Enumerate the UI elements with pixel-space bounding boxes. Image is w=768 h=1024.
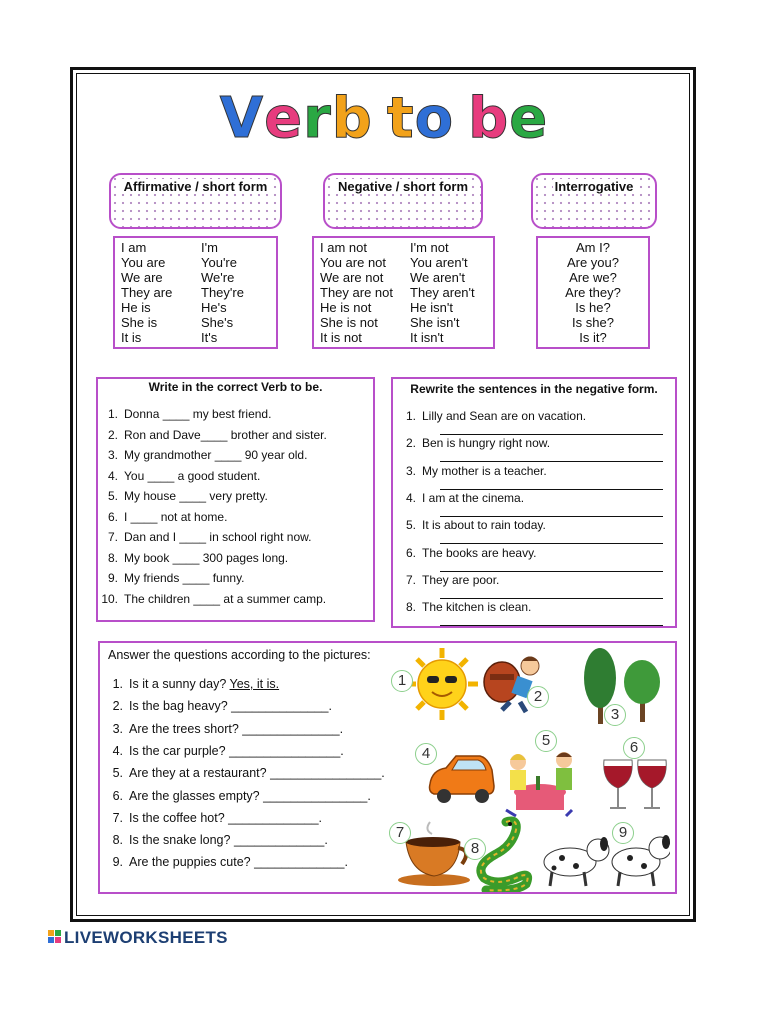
exercise1-item-number: 4. [107,468,118,483]
exercise2-answer-line[interactable] [440,461,663,462]
exercise3-item-number: 5. [112,766,123,781]
exercise3-item-number: 6. [112,788,123,803]
exercise2-item [396,573,499,587]
title-letter: b [468,86,510,151]
picture-number-3: 3 [604,704,626,726]
interrogative-form: Are they? [565,285,621,300]
restaurant-couple-icon [506,752,572,816]
exercise1-item-number: 8. [107,550,118,565]
exercise3-answer[interactable]: _____________. [228,810,323,825]
liveworksheets-logo [48,928,228,948]
interrogative-form: Is she? [572,315,614,330]
exercise3-answer[interactable]: ________________. [229,743,344,758]
affirmative-long-form: You are [121,255,166,270]
picture-number-6: 6 [623,737,645,759]
affirmative-table [113,236,278,349]
exercise2-item-number: 4. [405,490,416,505]
exercise2-answer-line[interactable] [440,434,663,435]
orange-car-icon [430,756,495,803]
pictures-panel [380,648,670,892]
affirmative-long-form: She is [121,315,158,330]
exercise2-answer-line[interactable] [440,543,663,544]
affirmative-long-form: We are [121,270,163,285]
exercise1-item [98,489,268,503]
exercise3-item-number: 9. [112,855,123,870]
exercise3-answer[interactable]: ________________. [270,766,385,781]
affirmative-short-form: I'm [201,240,218,255]
exercise1-item [98,428,327,442]
exercise3-item [103,744,344,758]
exercise1-item-number: 3. [107,448,118,462]
exercise2-item [396,518,546,532]
exercise1-item-number: 2. [107,427,118,442]
exercise3-question: Is the bag heavy? [129,699,228,714]
negative-short-form: She isn't [410,315,460,330]
exercise2-answer-line[interactable] [440,516,663,517]
negative-short-column [410,240,475,345]
exercise1-item [98,448,307,462]
exercise2-item-number: 3. [405,463,416,478]
title-letter: b [331,86,373,151]
negative-header: Negative / short form [337,179,469,194]
negative-long-form: You are not [320,255,387,270]
exercise2-item-number: 5. [405,518,416,533]
exercise1-item-number: 7. [107,530,118,544]
dalmatian-puppies-icon [544,835,670,886]
title-letter [454,86,468,151]
interrogative-header: Interrogative [554,179,634,194]
affirmative-header-box [109,173,282,229]
exercise3-item-number: 1. [112,677,123,691]
negative-short-form: I'm not [410,240,449,255]
exercise3-question: Is the snake long? [129,833,231,848]
exercise2-item-text: I am at the cinema. [422,490,525,505]
full-wine-glasses-icon [604,760,666,808]
picture-number-1: 1 [391,670,413,692]
exercise2-item-text: The books are heavy. [422,545,537,560]
exercise2-item [396,436,550,450]
worksheet-title [0,86,768,151]
picture-number-8: 8 [464,838,486,860]
exercise3-answer[interactable]: Yes, it is. [229,677,280,691]
title-letter: r [303,86,332,151]
interrogative-table [536,236,650,349]
exercise1-item-number: 9. [107,571,118,585]
exercise3-answer[interactable]: _____________. [254,855,348,870]
affirmative-short-column [201,240,244,345]
negative-table [312,236,495,349]
exercise2-item-text: Lilly and Sean are on vacation. [422,409,587,423]
affirmative-long-form: It is [121,330,142,345]
exercise3-item [103,855,348,869]
interrogative-column [538,240,648,345]
exercise1-item-text[interactable]: My book ____ 300 pages long. [124,550,289,565]
exercise3-item [103,699,332,713]
negative-long-form: I am not [320,240,367,255]
picture-number-5: 5 [535,730,557,752]
exercise1-item [98,469,260,483]
exercise2-item-text: It is about to rain today. [422,518,546,533]
exercise2-item-text: My mother is a teacher. [422,463,547,478]
exercise1-item [98,407,271,421]
exercise1-item-number: 10. [101,591,118,606]
exercise3-item [103,811,322,825]
title-letter: o [414,86,455,151]
exercise3-item-number: 2. [112,699,123,714]
affirmative-short-form: We're [201,270,235,285]
exercise2-answer-line[interactable] [440,489,663,490]
exercise3-question: Is the coffee hot? [129,810,225,825]
picture-number-9: 9 [612,822,634,844]
exercise1-title: Write in the correct Verb to be. [148,380,323,394]
affirmative-short-form: They're [201,285,244,300]
affirmative-header: Affirmative / short form [123,179,268,194]
title-letter: e [509,86,549,151]
exercise2-item-number: 6. [405,545,416,560]
exercise1-item [98,592,326,606]
exercise2-answer-line[interactable] [440,571,663,572]
affirmative-long-form: I am [121,240,147,255]
exercise2-item-number: 2. [405,436,416,451]
title-letter: V [219,86,265,151]
picture-number-7: 7 [389,822,411,844]
exercise1-item-text[interactable]: The children ____ at a summer camp. [124,591,327,606]
exercise1-item [98,571,245,585]
exercise3-answer[interactable]: _______________. [263,788,371,803]
exercise2-item-text: Ben is hungry right now. [422,436,551,451]
exercise3-question: Are they at a restaurant? [129,766,267,781]
exercise1-item-text[interactable]: I ____ not at home. [124,509,228,524]
exercise3-item [103,722,343,736]
liveworksheets-logo-icon [48,930,62,944]
snake-icon [481,821,528,890]
negative-short-form: We aren't [410,270,465,285]
interrogative-form: Are you? [566,255,620,270]
negative-short-form: It isn't [410,330,444,345]
exercise1-item-number: 5. [107,489,118,503]
exercise1-item-number: 1. [107,407,118,421]
affirmative-long-form: He is [121,300,151,315]
affirmative-short-form: It's [201,330,218,345]
negative-long-column [320,240,393,345]
exercise3-answer[interactable]: ______________. [242,721,344,736]
negative-long-form: It is not [320,330,362,345]
affirmative-long-form: They are [121,285,173,300]
negative-short-form: He isn't [410,300,453,315]
negative-long-form: They are not [320,285,393,300]
exercise2-item-text: They are poor. [422,572,500,587]
negative-long-form: He is not [320,300,372,315]
exercise3-question: Are the trees short? [129,721,239,736]
exercise1-item [98,530,311,544]
interrogative-header-box [531,173,657,229]
exercise2-item [396,464,547,478]
exercise2-answer-line[interactable] [440,598,663,599]
exercise3-item-number: 3. [112,721,123,736]
exercise1-item-text[interactable]: You ____ a good student. [124,468,261,483]
title-letter: e [264,86,304,151]
exercise3-answer[interactable]: ______________. [231,699,332,714]
exercise2-item [396,546,537,560]
interrogative-form: Am I? [576,240,610,255]
exercise1-item-text[interactable]: My house ____ very pretty. [124,489,268,503]
negative-header-box [323,173,483,229]
exercise3-item [103,789,371,803]
exercise2-item-number: 1. [405,409,416,423]
interrogative-form: Are we? [569,270,617,285]
affirmative-short-form: You're [201,255,237,270]
exercise3-question: Are the glasses empty? [129,788,260,803]
exercise2-answer-line[interactable] [440,625,663,626]
liveworksheets-logo-text: LIVEWORKSHEETS [64,928,228,947]
exercise2-item-number: 7. [405,572,416,587]
title-letter [373,86,387,151]
affirmative-long-column [121,240,172,345]
exercise1-item-text[interactable]: Ron and Dave____ brother and sister. [124,427,327,442]
exercise1-item-number: 6. [107,509,118,524]
exercise1-item-text[interactable]: Dan and I ____ in school right now. [124,530,312,544]
exercise2-item [396,600,531,614]
exercise3-title: Answer the questions according to the pictures: [108,648,371,662]
exercise3-answer[interactable]: _____________. [233,833,328,848]
affirmative-short-form: He's [201,300,227,315]
exercise3-question: Are the puppies cute? [129,855,251,870]
negative-long-form: She is not [320,315,378,330]
exercise3-item [103,833,328,847]
picture-number-2: 2 [527,686,549,708]
exercise2-item [396,491,524,505]
picture-number-4: 4 [415,743,437,765]
exercise2-item-number: 8. [405,600,416,615]
exercise2-item-text: The kitchen is clean. [422,600,532,615]
exercise3-item-number: 8. [112,833,123,848]
exercise2-title: Rewrite the sentences in the negative form. [410,382,658,396]
exercise1-item-text[interactable]: Donna ____ my best friend. [124,407,272,421]
negative-short-form: They aren't [410,285,475,300]
exercise2-item [396,409,586,423]
exercise3-question: Is it a sunny day? [129,677,227,691]
exercise1-item-text[interactable]: My grandmother ____ 90 year old. [124,448,308,462]
exercise3-item [103,766,385,780]
sun-icon [406,648,478,720]
interrogative-form: Is it? [579,330,607,345]
exercise1-item [98,510,227,524]
title-letter: t [386,86,415,151]
exercise3-item-number: 4. [112,743,123,758]
exercise3-item [103,677,279,691]
affirmative-short-form: She's [201,315,234,330]
interrogative-form: Is he? [575,300,611,315]
exercise1-item [98,551,288,565]
negative-long-form: We are not [320,270,384,285]
exercise1-item-text[interactable]: My friends ____ funny. [124,571,245,585]
negative-short-form: You aren't [410,255,468,270]
exercise3-question: Is the car purple? [129,743,226,758]
exercise3-item-number: 7. [112,810,123,825]
